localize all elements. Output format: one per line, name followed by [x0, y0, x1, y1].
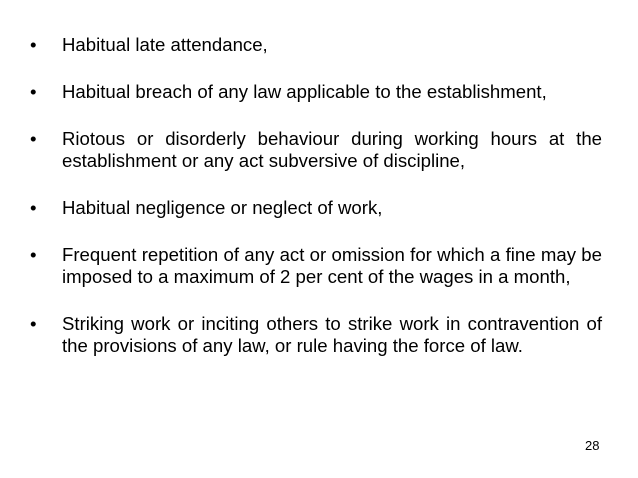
list-item — [30, 128, 602, 172]
list-item-text: Frequent repetition of any act or omission for which a fine may be imposed to a maximum of 2 per cent of the wages in a month, — [62, 244, 602, 287]
list-item — [30, 34, 602, 56]
list-item-text: Habitual breach of any law applicable to the establishment, — [62, 81, 547, 102]
bullet-icon: • — [30, 128, 37, 149]
bullet-icon: • — [30, 244, 37, 265]
list-item — [30, 313, 602, 357]
list-item-text: Habitual late attendance, — [62, 34, 268, 55]
bullet-icon: • — [30, 197, 37, 218]
list-item — [30, 197, 602, 219]
list-item — [30, 244, 602, 288]
bullet-icon: • — [30, 34, 37, 55]
page-number: 28 — [585, 438, 600, 453]
bullet-icon: • — [30, 313, 37, 334]
list-item-text: Habitual negligence or neglect of work, — [62, 197, 383, 218]
list-item-text: Striking work or inciting others to strike work in contravention of the provisions of any law, or rule having the force of law. — [62, 313, 602, 356]
list-item-text: Riotous or disorderly behaviour during working hours at the establishment or any act subversive of discipline, — [62, 128, 602, 171]
list-item — [30, 81, 602, 103]
bullet-list — [30, 34, 602, 382]
bullet-icon: • — [30, 81, 37, 102]
